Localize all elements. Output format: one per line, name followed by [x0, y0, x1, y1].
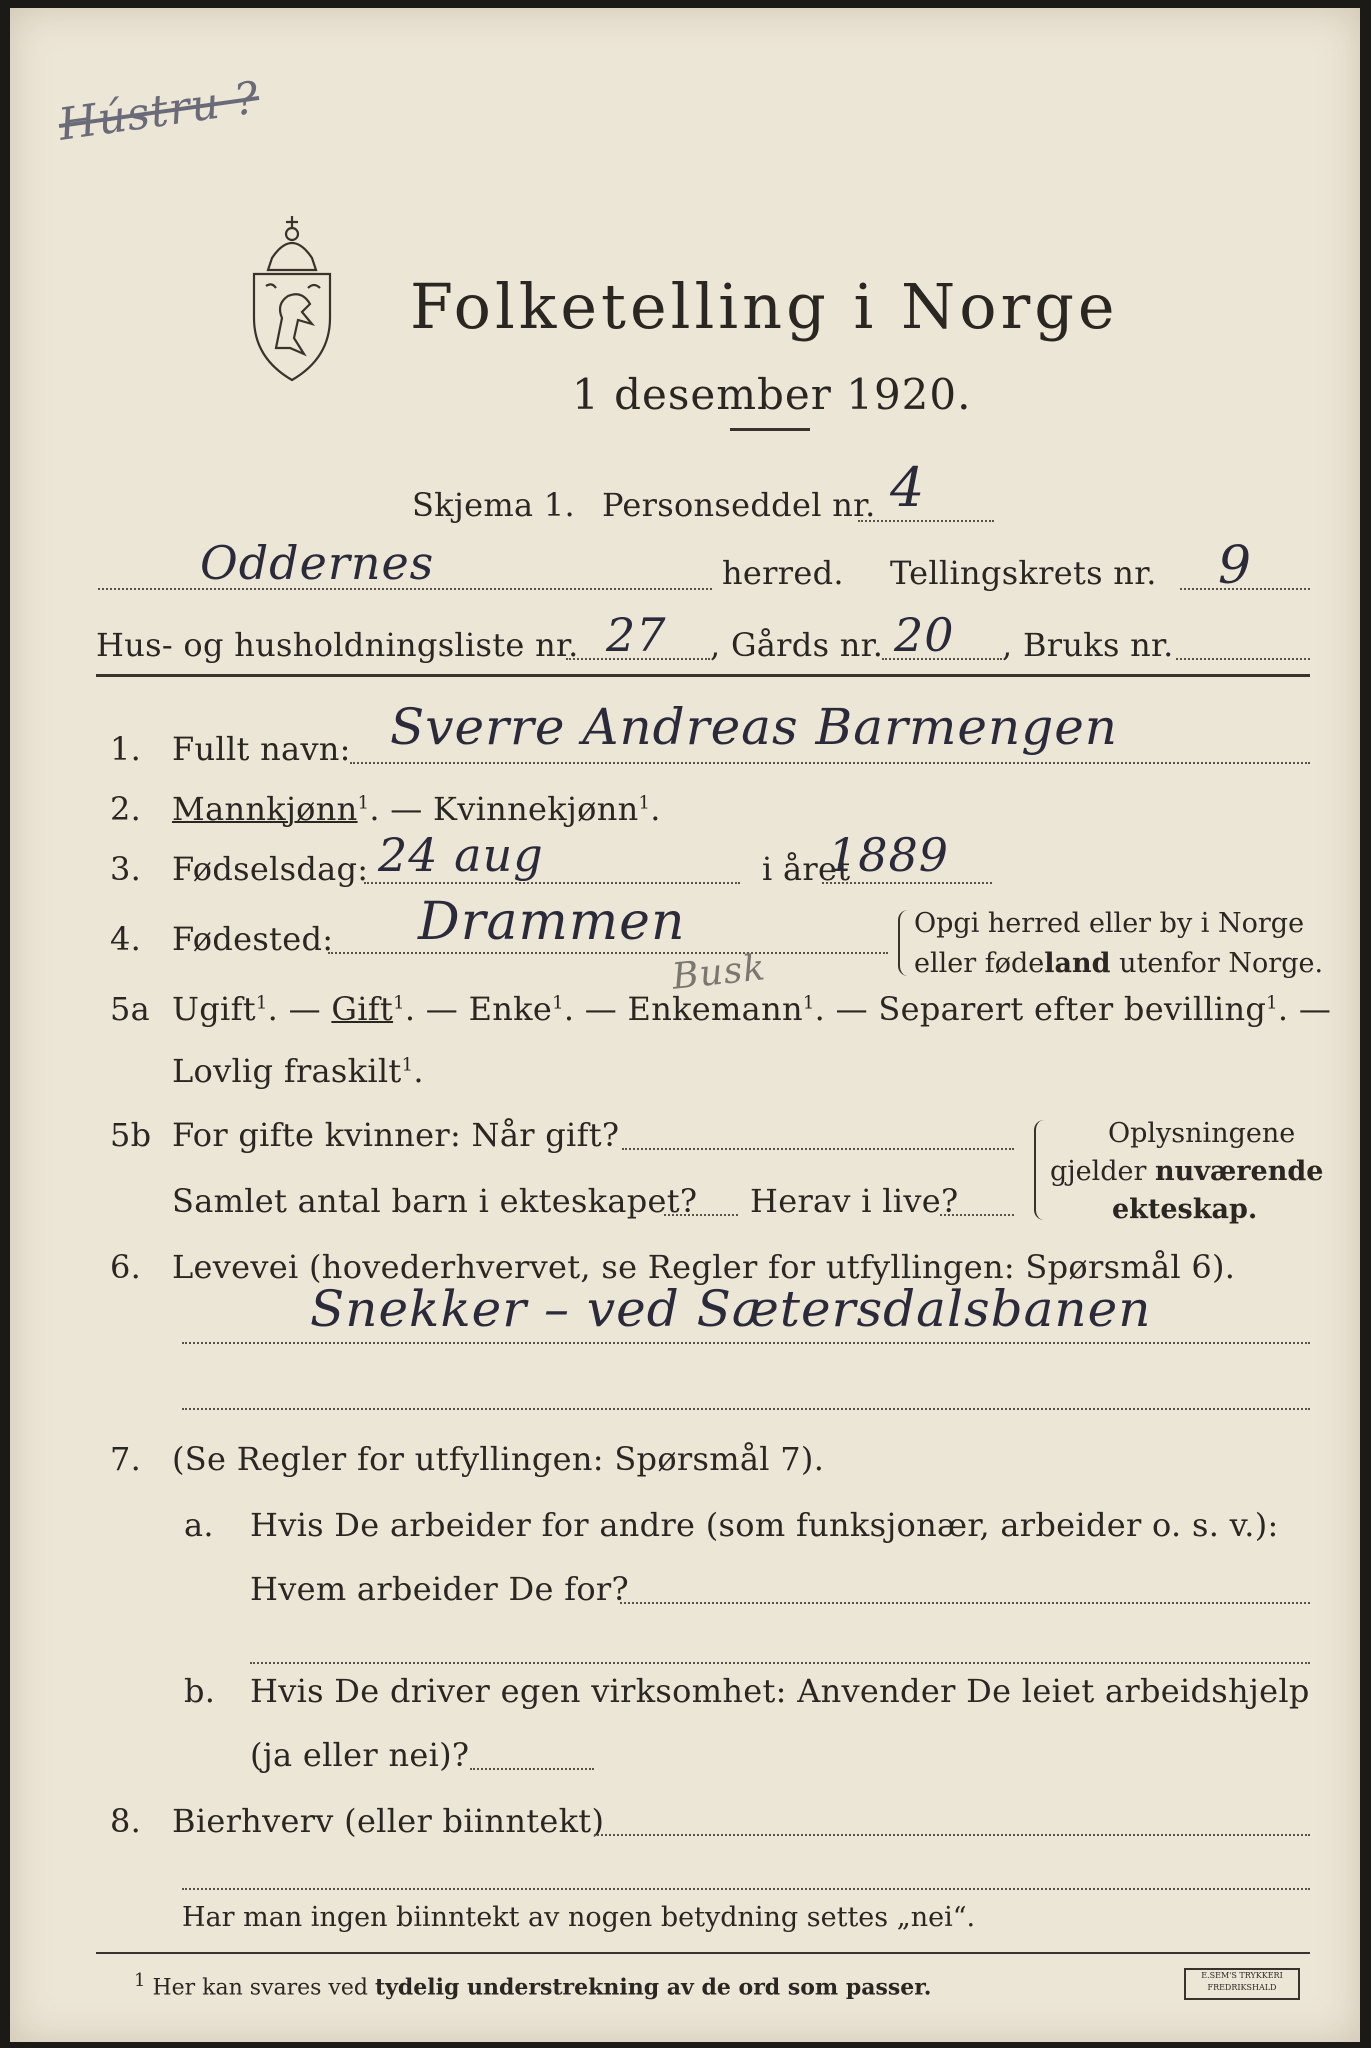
- census-form-page: [10, 8, 1360, 2042]
- pencil-note: Hústru ?: [55, 72, 263, 151]
- header-divider: [96, 674, 1310, 677]
- q7a-label: Hvis De arbeider for andre (som funksjonær, arbeider o. s. v.):: [250, 1506, 1279, 1544]
- q1-value: Sverre Andreas Barmengen: [390, 698, 1119, 756]
- q3-year-line: [822, 882, 992, 884]
- q5a-enke: Enke: [468, 990, 553, 1028]
- q5b-note-3: ekteskap.: [1112, 1194, 1258, 1225]
- q2-female: Kvinnekjønn: [433, 790, 639, 828]
- coat-of-arms-icon: [232, 208, 352, 388]
- q6-number: 6.: [110, 1248, 142, 1286]
- gards-label: , Gårds nr.: [710, 626, 884, 664]
- footer-divider: [96, 1952, 1310, 1954]
- q7a-letter: a.: [184, 1506, 214, 1544]
- personseddel-line: [858, 520, 994, 522]
- q4-extra-value: Busk: [670, 947, 768, 998]
- q4-note-2: eller fødeland utenfor Norge.: [914, 948, 1324, 979]
- q7-label: (Se Regler for utfyllingen: Spørsmål 7).: [172, 1440, 825, 1478]
- q6-line-2: [182, 1408, 1310, 1410]
- q3-value: 24 aug: [378, 828, 544, 882]
- q7a-line-2: [250, 1662, 1310, 1664]
- herred-label: herred.: [722, 554, 844, 592]
- q4-line: [328, 952, 888, 954]
- q5a-ugift: Ugift: [172, 990, 256, 1028]
- q7a-sub: Hvem arbeider De for?: [250, 1570, 629, 1608]
- q5a-number: 5a: [110, 990, 151, 1028]
- q1-line: [350, 762, 1310, 764]
- printer-mark: E.SEM'S TRYKKERI FREDRIKSHALD: [1184, 1968, 1300, 2000]
- tellingskrets-label: Tellingskrets nr.: [890, 554, 1157, 592]
- q4-note-1: Opgi herred eller by i Norge: [914, 908, 1305, 939]
- q7b-line: [470, 1768, 594, 1770]
- title-divider: [730, 428, 810, 431]
- q7-number: 7.: [110, 1440, 142, 1478]
- q8-line-1: [594, 1834, 1310, 1836]
- q4-note-brace: [898, 910, 908, 976]
- tellingskrets-value: 9: [1218, 536, 1253, 596]
- q8-number: 8.: [110, 1802, 142, 1840]
- q3-day-line: [364, 882, 740, 884]
- q5b-barn-label: Samlet antal barn i ekteskapet?: [172, 1182, 698, 1220]
- q5b-note-1: Oplysningene: [1108, 1118, 1296, 1149]
- q3-year-value: 1889: [828, 828, 950, 882]
- q5b-label: For gifte kvinner: Når gift?: [172, 1116, 620, 1154]
- q5a-gift: Gift: [331, 990, 394, 1028]
- q5b-barn-line: [664, 1214, 738, 1216]
- q7b-sub: (ja eller nei)?: [250, 1736, 470, 1774]
- form-title: Folketelling i Norge: [410, 270, 1119, 343]
- hus-label: Hus- og husholdningsliste nr.: [96, 626, 579, 664]
- q5b-note-2: gjelder nuværende: [1050, 1156, 1324, 1187]
- q3-label: Fødselsdag:: [172, 850, 369, 888]
- q7b-letter: b.: [184, 1672, 216, 1710]
- q4-label: Fødested:: [172, 920, 334, 958]
- q1-number: 1.: [110, 730, 142, 768]
- q5a-separert: Separert efter bevilling: [878, 990, 1267, 1028]
- gards-value: 20: [894, 608, 955, 662]
- q8-note: Har man ingen biinntekt av nogen betydning settes „nei“.: [182, 1902, 976, 1933]
- q2-number: 2.: [110, 790, 142, 828]
- q5b-gift-line: [622, 1148, 1014, 1150]
- q6-label: Levevei (hovederhvervet, se Regler for utfyllingen: Spørsmål 6).: [172, 1248, 1236, 1286]
- q5b-note-brace: [1034, 1120, 1046, 1220]
- q4-number: 4.: [110, 920, 142, 958]
- q7a-line-1: [620, 1602, 1310, 1604]
- q1-label: Fullt navn:: [172, 730, 351, 768]
- personseddel-value: 4: [890, 456, 926, 519]
- q5b-number: 5b: [110, 1116, 152, 1154]
- skjema-label: Skjema 1.: [412, 486, 575, 524]
- q4-value: Drammen: [418, 892, 686, 952]
- q8-label: Bierhverv (eller biinntekt): [172, 1802, 605, 1840]
- q8-line-2: [182, 1888, 1310, 1890]
- q5b-live-label: Herav i live?: [750, 1182, 959, 1220]
- q2-options: Mannkjønn$^1$. — Kvinnekjønn$^1$.: [172, 790, 661, 828]
- q7b-label: Hvis De driver egen virksomhet: Anvender De leiet arbeidshjelp: [250, 1672, 1310, 1710]
- bruks-label: , Bruks nr.: [1002, 626, 1174, 664]
- form-date: 1 desember 1920.: [572, 370, 972, 419]
- q6-value: Snekker – ved Sætersdalsbanen: [310, 1280, 1152, 1338]
- bruks-line: [1176, 658, 1310, 660]
- personseddel-label: Personseddel nr.: [602, 486, 876, 524]
- hus-value: 27: [606, 608, 667, 662]
- footnote: $^1$ Her kan svares ved tydelig understrekning av de ord som passer.: [134, 1970, 932, 2001]
- q3-year-label: i året: [762, 850, 851, 888]
- q5b-live-line: [940, 1214, 1014, 1216]
- q3-number: 3.: [110, 850, 142, 888]
- q5a-fraskilt: Lovlig fraskilt$^1$.: [172, 1052, 424, 1090]
- herred-value: Oddernes: [200, 536, 435, 590]
- q6-line-1: [182, 1342, 1310, 1344]
- q5a-enkemann: Enkemann: [627, 990, 803, 1028]
- q2-male: Mannkjønn: [172, 790, 358, 828]
- q5a-options: Ugift$^1$. — Gift$^1$. — Enke$^1$. — Enkemann$^1$. — Separert efter bevilling$^1$. —: [172, 990, 1332, 1028]
